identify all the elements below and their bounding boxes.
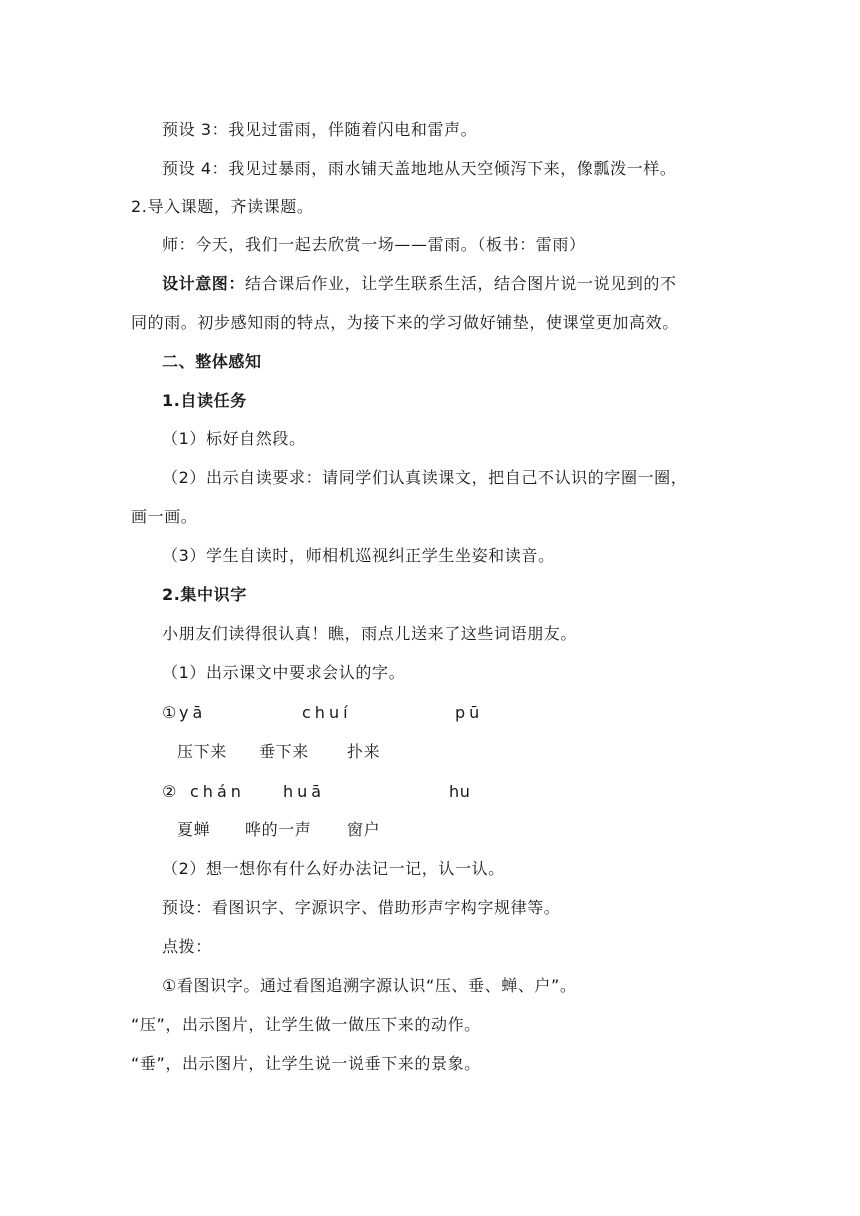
chui-explanation: “垂”，出示图片，让学生说一说垂下来的景象。 <box>131 1054 481 1073</box>
teacher-line: 师：今天，我们一起去欣赏一场——雷雨。（板书：雷雨） <box>162 235 586 254</box>
word-ya-xia-lai: 压下来 <box>177 742 227 761</box>
group-2-mark: ② <box>162 782 177 801</box>
word-chuang-hu: 窗户 <box>347 820 381 839</box>
word-xia-chan: 夏蝉 <box>177 820 211 839</box>
group-1-mark: ① <box>162 703 177 722</box>
pinyin-pu: pū <box>455 703 484 722</box>
pinyin-chui: chuí <box>302 703 352 722</box>
think-line: （2）想一想你有什么好办法记一记，认一认。 <box>162 859 505 878</box>
preset-methods-line: 预设：看图识字、字源识字、借助形声字构字规律等。 <box>162 898 561 917</box>
item-1: （1）标好自然段。 <box>162 429 306 448</box>
design-intent-text: 结合课后作业，让学生联系生活，结合图片说一说见到的不 <box>245 274 677 293</box>
item-2-line-1: （2）出示自读要求：请同学们认真读课文，把自己不认识的字圈一圈， <box>162 468 688 487</box>
word-hua-de-yi-sheng: 哗的一声 <box>245 820 312 839</box>
dianbo-label: 点拨： <box>162 937 212 956</box>
pinyin-hua: huā <box>283 782 326 801</box>
preset-4: 预设 4：我见过暴雨，雨水铺天盖地地从天空倾泻下来，像瓢泼一样。 <box>162 159 677 178</box>
preset-3: 预设 3：我见过雷雨，伴随着闪电和雷声。 <box>162 120 478 139</box>
task-1-heading: 1.自读任务 <box>162 391 247 410</box>
show-characters-line: （1）出示课文中要求会认的字。 <box>162 663 406 682</box>
step-2-intro: 2.导入课题，齐读课题。 <box>131 197 314 216</box>
design-intent-line-1 <box>162 273 677 295</box>
section-heading-2: 二、整体感知 <box>162 352 262 371</box>
kids-line: 小朋友们读得很认真！瞧，雨点儿送来了这些词语朋友。 <box>162 624 578 643</box>
pinyin-hu: hu <box>449 782 471 801</box>
word-chui-xia-lai: 垂下来 <box>259 742 309 761</box>
design-intent-line-2: 同的雨。初步感知雨的特点，为接下来的学习做好铺垫，使课堂更加高效。 <box>131 313 679 332</box>
pinyin-chan: chán <box>190 782 245 801</box>
pinyin-ya: yā <box>179 703 207 722</box>
item-2-line-2: 画一画。 <box>131 507 198 526</box>
task-2-heading: 2.集中识字 <box>162 585 247 604</box>
ya-explanation: “压”，出示图片，让学生做一做压下来的动作。 <box>131 1015 481 1034</box>
item-3: （3）学生自读时，师相机巡视纠正学生坐姿和读音。 <box>162 546 555 565</box>
method-1-line: ①看图识字。通过看图追溯字源认识“压、垂、蝉、户”。 <box>162 976 577 995</box>
design-intent-label: 设计意图： <box>162 274 246 293</box>
word-pu-lai: 扑来 <box>347 742 381 761</box>
